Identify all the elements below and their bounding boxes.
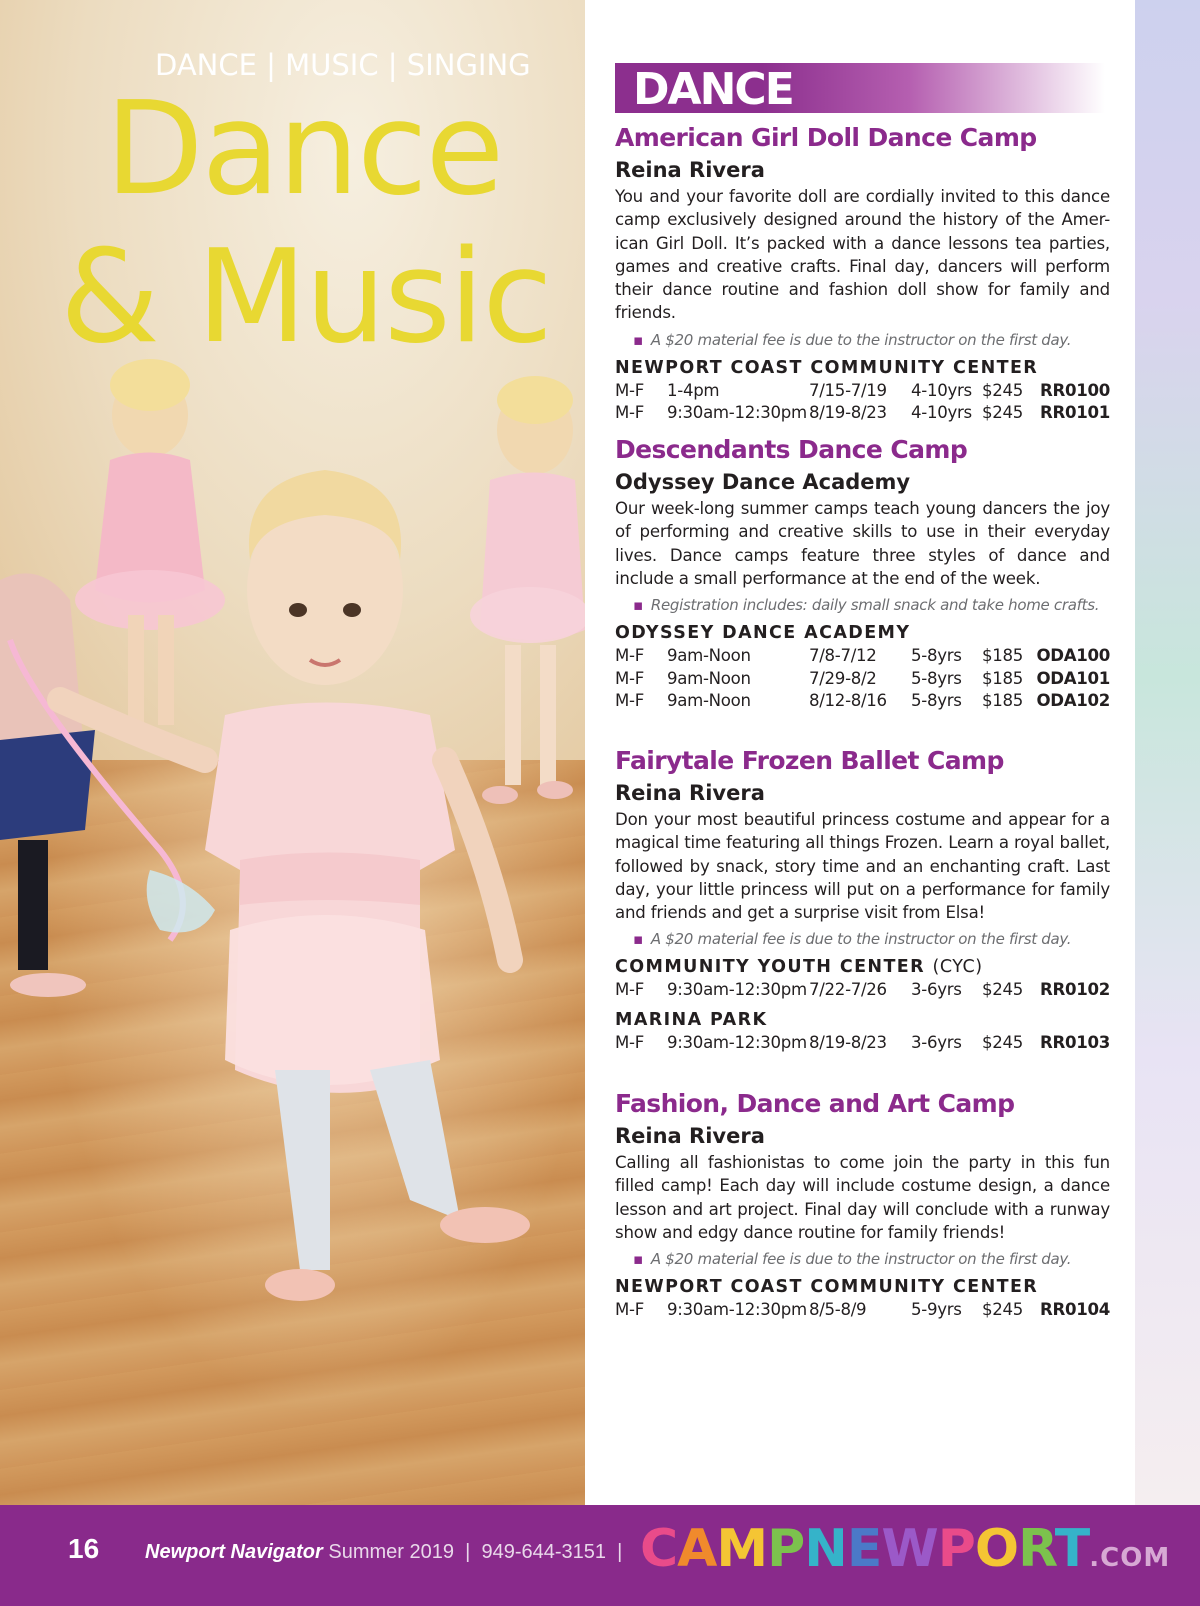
course-code: RR0103 (1040, 1032, 1110, 1052)
right-edge-decoration (1135, 0, 1200, 1505)
page-title-line1: Dance (105, 75, 503, 224)
camp-title: Descendants Dance Camp (615, 435, 968, 464)
camp-listing (615, 121, 1110, 425)
camp-listing (615, 433, 1110, 713)
logo-letter: T (1054, 1519, 1090, 1579)
camp-instructor: Reina Rivera (615, 781, 765, 805)
camp-title: Fashion, Dance and Art Camp (615, 1089, 1015, 1118)
logo-main-text (640, 1519, 1089, 1579)
camp-instructor: Reina Rivera (615, 1124, 765, 1148)
logo-letter: P (937, 1519, 975, 1579)
session-row: M-F 9:30am-12:30pm 8/5-8/9 5-9yrs $245 RR0104 (615, 1299, 1110, 1322)
page-number: 16 (68, 1533, 100, 1564)
page-title-line2: & Music (60, 223, 551, 372)
course-code: ODA102 (1036, 691, 1110, 711)
camp-description: Don your most beautiful princess costume and appear for a magical time featuring all things Frozen. Learn a royal ballet, followed by snack, story time and an enchanting craft. Last day, your little princess will put on a performance for family and friends and get a surprise visit from Elsa! (615, 810, 1110, 923)
session-row: M-F 9am-Noon 7/8-7/12 5-8yrs $185 ODA100 (615, 645, 1110, 668)
camp-description: You and your favorite doll are cordially invited to this dance camp exclusively designed around the history of the Amer-ican Girl Doll. It’s packed with a dance lessons tea parties, games and creative crafts. Final day, dancers will perform their dance routine and fashion doll show for family and friends. (615, 187, 1110, 323)
logo-letter: E (846, 1519, 882, 1579)
venue-name: ODYSSEY DANCE ACADEMY (615, 623, 911, 644)
camp-note: ▪ A $20 material fee is due to the instructor on the first day. (633, 329, 1110, 351)
course-code: RR0100 (1040, 380, 1110, 400)
camp-description: Calling all fashionistas to come join the party in this fun filled camp! Each day will include costume design, a dance lesson and art project. Final day will conclude with a runway show and edgy dance routine for family friends! (615, 1153, 1110, 1242)
logo-letter: R (1018, 1519, 1055, 1579)
venue-name: COMMUNITY YOUTH CENTER (CYC) (615, 957, 983, 978)
separator: | (465, 1541, 471, 1563)
session-row: M-F 9:30am-12:30pm 8/19-8/23 3-6yrs $245 RR0103 (615, 1032, 1110, 1055)
camp-instructor: Odyssey Dance Academy (615, 470, 911, 494)
page-footer (0, 1505, 1200, 1606)
course-code: RR0101 (1040, 403, 1110, 423)
camp-title: Fairytale Frozen Ballet Camp (615, 746, 1004, 775)
course-code: RR0102 (1040, 980, 1110, 1000)
venue-name: MARINA PARK (615, 1009, 768, 1030)
venue-name: NEWPORT COAST COMMUNITY CENTER (615, 357, 1039, 378)
section-label: DANCE (633, 64, 793, 115)
logo-letter: W (881, 1519, 938, 1579)
course-code: ODA101 (1036, 668, 1110, 688)
publication-line (145, 1541, 622, 1564)
course-code: ODA100 (1036, 646, 1110, 666)
logo-letter: C (640, 1519, 678, 1579)
phone-number: 949-644-3151 (481, 1541, 607, 1563)
session-row: M-F 9:30am-12:30pm 7/22-7/26 3-6yrs $245 RR0102 (615, 979, 1110, 1002)
session-row: M-F 9am-Noon 7/29-8/2 5-8yrs $185 ODA101 (615, 668, 1110, 691)
session-row: M-F 9:30am-12:30pm 8/19-8/23 4-10yrs $245 RR0101 (615, 402, 1110, 425)
campnewport-logo-link[interactable] (640, 1519, 1170, 1579)
publication-name: Newport Navigator (145, 1541, 323, 1563)
section-banner (615, 63, 1105, 113)
logo-letter: N (804, 1519, 847, 1579)
course-code: RR0104 (1040, 1300, 1110, 1320)
camp-listing (615, 1087, 1110, 1322)
hero-photo (0, 0, 585, 1505)
camp-listing (615, 744, 1110, 1054)
venue-name: NEWPORT COAST COMMUNITY CENTER (615, 1277, 1039, 1298)
logo-suffix: .COM (1089, 1543, 1171, 1573)
camp-note: ▪ Registration includes: daily small snack and take home crafts. (633, 594, 1110, 616)
camp-note: ▪ A $20 material fee is due to the instructor on the first day. (633, 928, 1110, 950)
logo-letter: A (677, 1519, 717, 1579)
logo-letter: M (716, 1519, 768, 1579)
camp-description: Our week-long summer camps teach young dancers the joy of performing and creative skills to use in their everyday lives. Dance camps feature three styles of dance and include a small performance at the end of the week. (615, 499, 1110, 588)
logo-letter: P (767, 1519, 805, 1579)
camp-instructor: Reina Rivera (615, 158, 765, 182)
content-column (585, 0, 1135, 1505)
session-row: M-F 9am-Noon 8/12-8/16 5-8yrs $185 ODA102 (615, 690, 1110, 713)
logo-letter: O (974, 1519, 1019, 1579)
session-row: M-F 1-4pm 7/15-7/19 4-10yrs $245 RR0100 (615, 380, 1110, 403)
tagline: DANCE | MUSIC | SINGING (155, 48, 531, 82)
camp-note: ▪ A $20 material fee is due to the instructor on the first day. (633, 1248, 1110, 1270)
camp-title: American Girl Doll Dance Camp (615, 123, 1037, 152)
issue-label: Summer 2019 (328, 1541, 454, 1563)
separator: | (617, 1541, 623, 1563)
